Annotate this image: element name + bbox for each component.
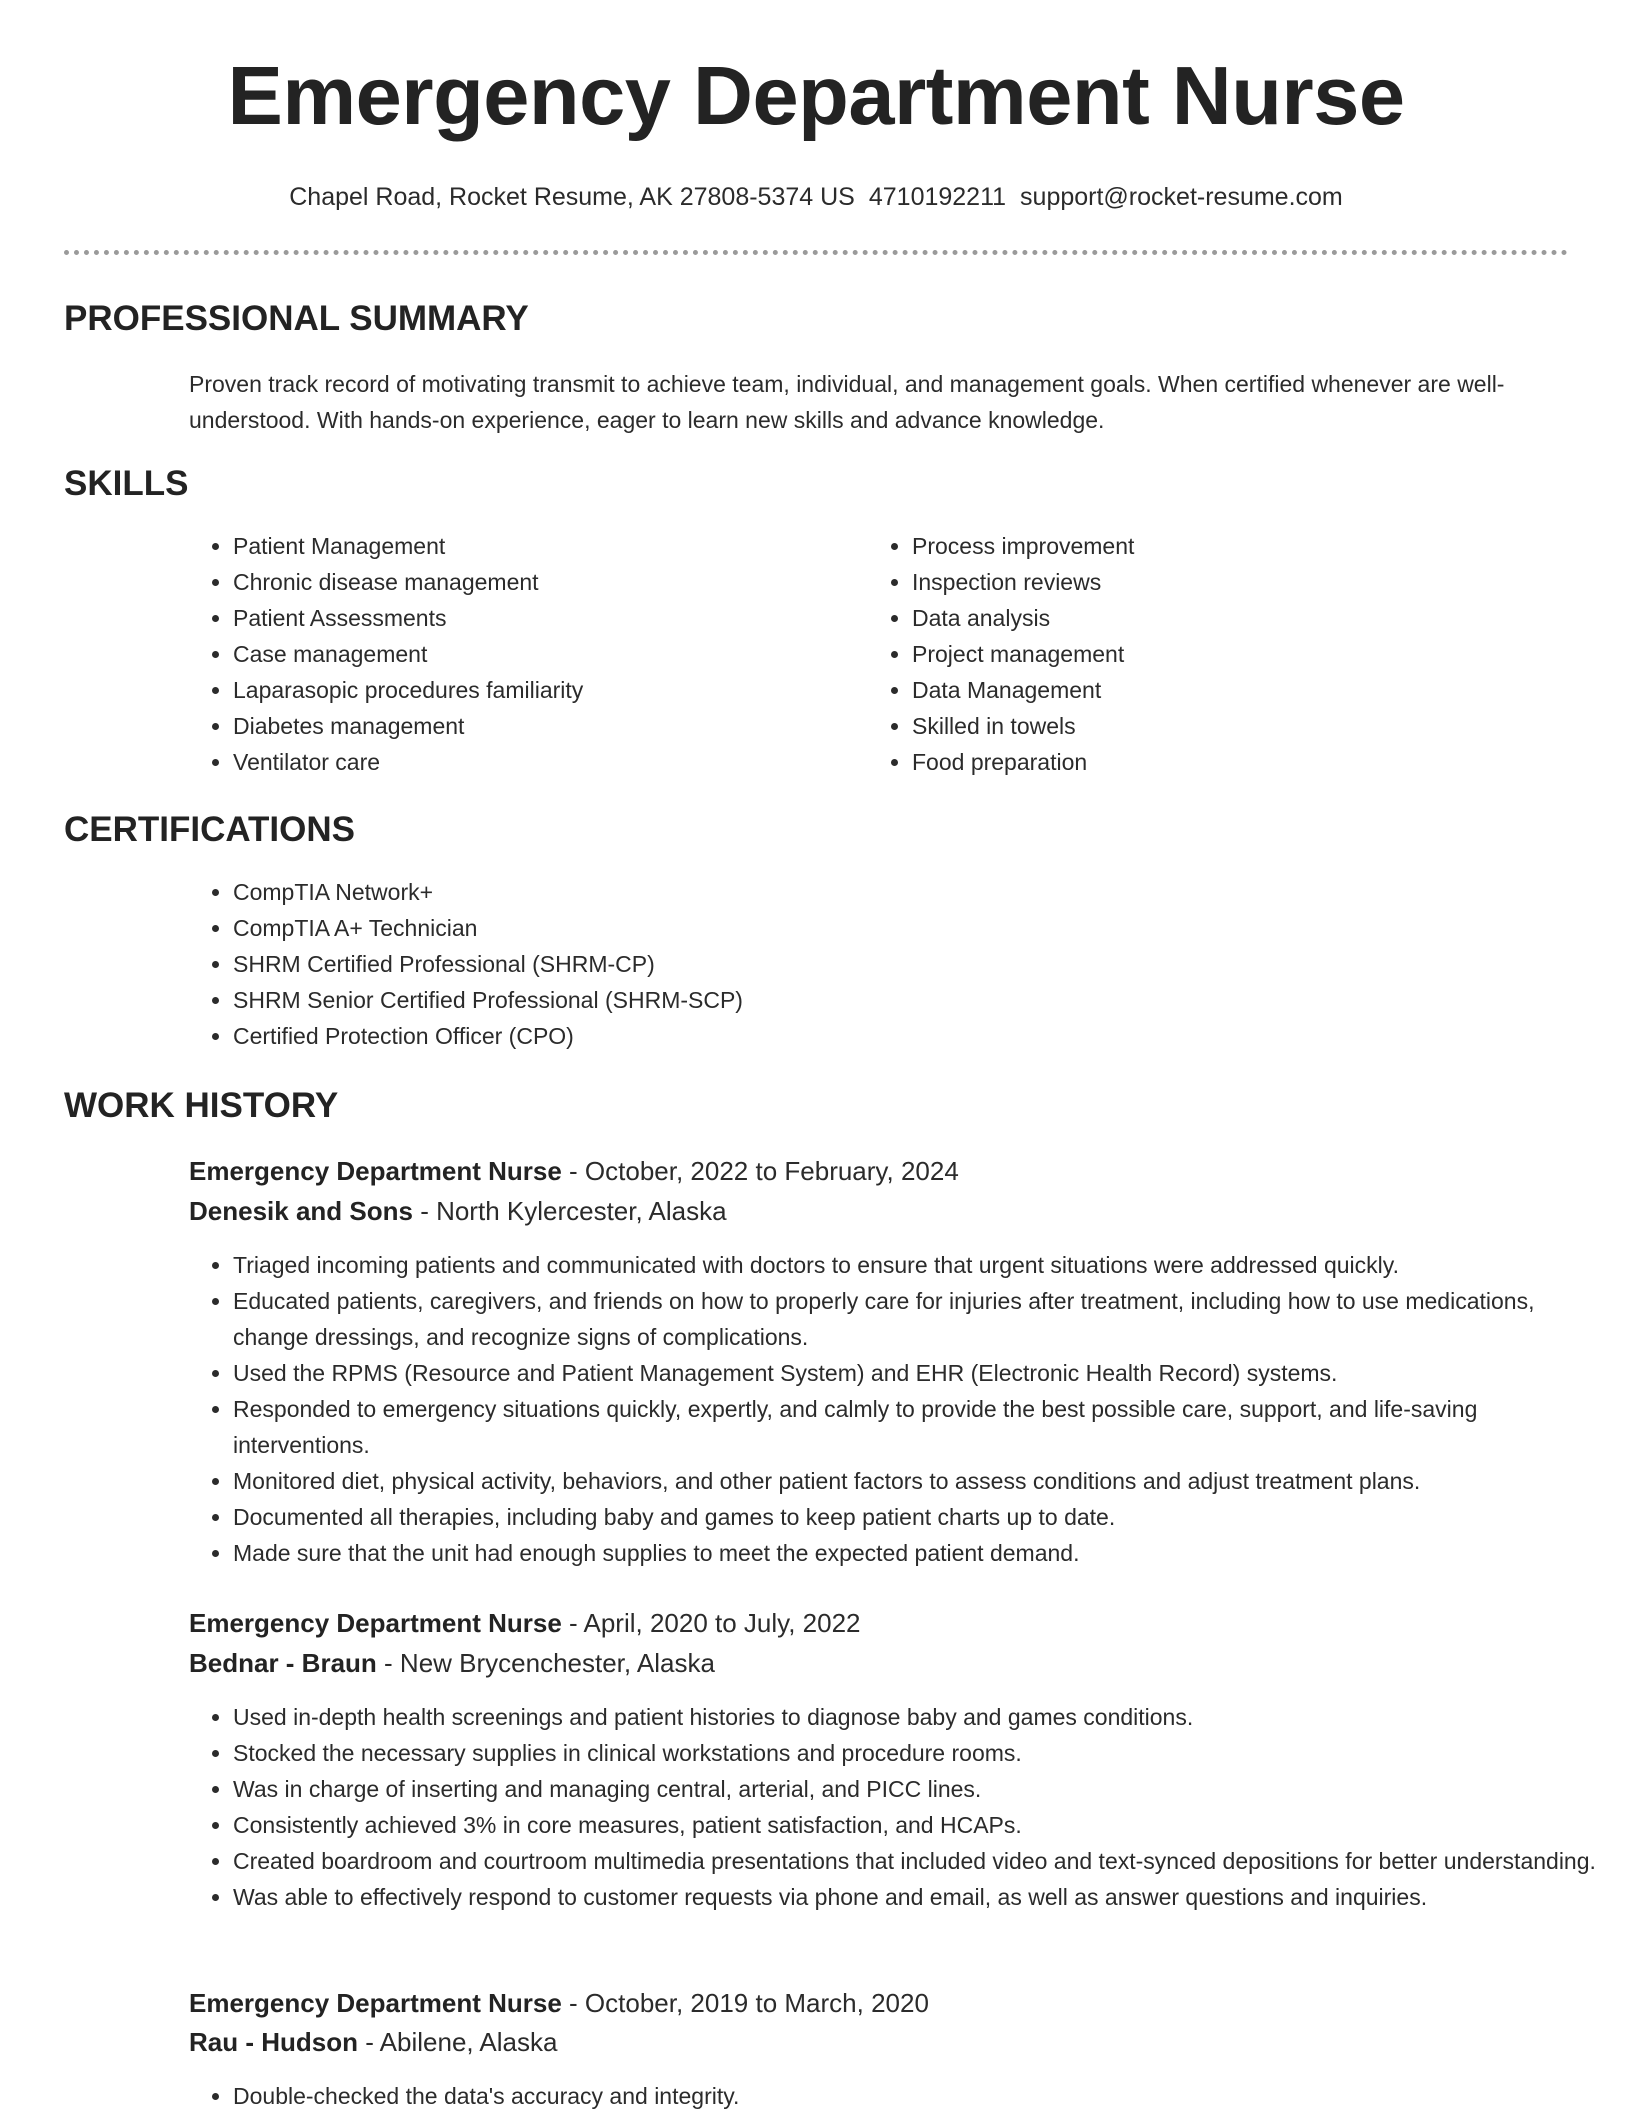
job-company: Rau - Hudson [189, 2027, 358, 2057]
skill-item: • Project management [912, 636, 1532, 672]
job-bullet: • Responded to emergency situations quickly, expertly, and calmly to provide the best possible care, support, and life-saving interventions. [233, 1391, 1613, 1463]
job-dates: - October, 2019 to March, 2020 [561, 1988, 929, 2018]
job-location: - Abilene, Alaska [358, 2027, 558, 2057]
job-bullet: • Double-checked the data's accuracy and integrity. [233, 2078, 1613, 2114]
contact-email: support@rocket-resume.com [1020, 183, 1343, 211]
job-title-line [189, 1988, 929, 2019]
skill-item: • Patient Management [233, 528, 853, 564]
contact-phone: 4710192211 [868, 183, 1007, 211]
work-history-heading: WORK HISTORY [64, 1086, 339, 1125]
job-company-line [189, 1196, 727, 1227]
job-bullet: • Consistently achieved 3% in core measures, patient satisfaction, and HCAPs. [233, 1807, 1613, 1843]
contact-address: Chapel Road, Rocket Resume, AK 27808-5374 US [289, 183, 855, 211]
job-role: Emergency Department Nurse [189, 1988, 562, 2018]
job-bullet: • Made sure that the unit had enough supplies to meet the expected patient demand. [233, 1535, 1613, 1571]
header-divider [64, 250, 1568, 255]
summary-heading: PROFESSIONAL SUMMARY [64, 299, 529, 338]
job-title-line [189, 1156, 959, 1187]
job-company-line [189, 2027, 557, 2058]
skill-item: • Chronic disease management [233, 564, 853, 600]
job-title-line [189, 1608, 861, 1639]
skill-item: • Process improvement [912, 528, 1532, 564]
skill-item: • Data Management [912, 672, 1532, 708]
skill-item: • Food preparation [912, 744, 1532, 780]
job-bullet: • Created boardroom and courtroom multimedia presentations that included video and text-synced depositions for better understanding. [233, 1843, 1613, 1879]
skill-item: • Ventilator care [233, 744, 853, 780]
skill-item: • Data analysis [912, 600, 1532, 636]
job-bullet: • Used the RPMS (Resource and Patient Management System) and EHR (Electronic Health Record) systems. [233, 1355, 1613, 1391]
summary-text: Proven track record of motivating transmit to achieve team, individual, and management goals. When certified whenever are well-understood. With hands-on experience, eager to learn new skills and advance knowledge. [189, 371, 1505, 433]
skill-item: • Diabetes management [233, 708, 853, 744]
skill-item: • Patient Assessments [233, 600, 853, 636]
certification-item: • SHRM Certified Professional (SHRM-CP) [233, 946, 1533, 982]
certification-item: • Certified Protection Officer (CPO) [233, 1018, 1533, 1054]
job-location: - North Kylercester, Alaska [412, 1196, 727, 1226]
certification-item: • SHRM Senior Certified Professional (SHRM-SCP) [233, 982, 1533, 1018]
skill-item: • Skilled in towels [912, 708, 1532, 744]
skills-heading: SKILLS [64, 464, 189, 503]
job-company: Denesik and Sons [189, 1196, 413, 1226]
job-bullets [189, 1699, 1613, 1915]
job-bullet: • Used in-depth health screenings and patient histories to diagnose baby and games conditions. [233, 1699, 1613, 1735]
skill-item: • Laparasopic procedures familiarity [233, 672, 853, 708]
skill-item: • Case management [233, 636, 853, 672]
certification-item: • CompTIA Network+ [233, 874, 1533, 910]
job-bullets [189, 2078, 1613, 2114]
job-dates: - April, 2020 to July, 2022 [561, 1608, 861, 1638]
job-bullet: • Documented all therapies, including baby and games to keep patient charts up to date. [233, 1499, 1613, 1535]
job-bullet: • Triaged incoming patients and communicated with doctors to ensure that urgent situations were addressed quickly. [233, 1247, 1613, 1283]
job-role: Emergency Department Nurse [189, 1156, 562, 1186]
skills-list-left [189, 528, 853, 780]
job-location: - New Brycenchester, Alaska [376, 1648, 715, 1678]
job-dates: - October, 2022 to February, 2024 [561, 1156, 959, 1186]
contact-line [0, 182, 1632, 212]
resume-name: Emergency Department Nurse [227, 49, 1405, 142]
job-bullet: • Stocked the necessary supplies in clinical workstations and procedure rooms. [233, 1735, 1613, 1771]
job-company-line [189, 1648, 715, 1679]
certification-item: • CompTIA A+ Technician [233, 910, 1533, 946]
job-bullet: • Monitored diet, physical activity, behaviors, and other patient factors to assess conditions and adjust treatment plans. [233, 1463, 1613, 1499]
skills-list-right [868, 528, 1532, 780]
skill-item: • Inspection reviews [912, 564, 1532, 600]
job-bullet: • Was able to effectively respond to customer requests via phone and email, as well as answer questions and inquiries. [233, 1879, 1613, 1915]
job-bullet: • Was in charge of inserting and managing central, arterial, and PICC lines. [233, 1771, 1613, 1807]
job-bullet: • Educated patients, caregivers, and friends on how to properly care for injuries after treatment, including how to use medications, change dressings, and recognize signs of complications. [233, 1283, 1613, 1355]
certifications-heading: CERTIFICATIONS [64, 810, 356, 849]
job-company: Bednar - Braun [189, 1648, 377, 1678]
certifications-list [189, 874, 1533, 1054]
job-bullets [189, 1247, 1613, 1571]
job-role: Emergency Department Nurse [189, 1608, 562, 1638]
